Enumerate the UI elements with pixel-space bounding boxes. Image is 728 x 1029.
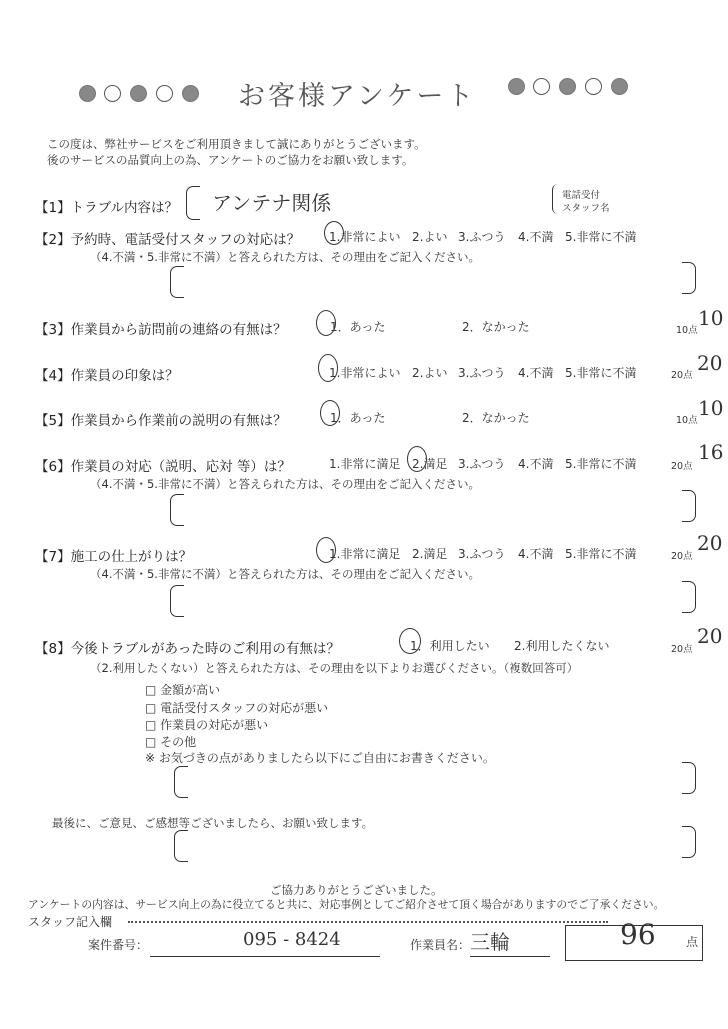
q8-note-bracket-right bbox=[682, 762, 696, 794]
q7-score: 20 bbox=[697, 531, 723, 555]
q7-points: 20点 bbox=[671, 551, 693, 562]
case-number-underline bbox=[150, 956, 380, 957]
q5-score: 10 bbox=[698, 396, 724, 420]
q6-reason-bracket-right bbox=[682, 490, 696, 522]
staff-section-label: スタッフ記入欄 bbox=[28, 915, 113, 929]
q6-option-5[interactable]: 5.非常に不満 bbox=[565, 457, 637, 471]
footer-notice: アンケートの内容は、サービス向上の為に役立てると共に、対応事例としてご紹介させて頂く場合がありますのでご了承ください。 bbox=[28, 898, 665, 911]
q7-option-4[interactable]: 4.不満 bbox=[518, 547, 554, 561]
q2-option-4[interactable]: 4.不満 bbox=[518, 230, 554, 244]
q4-option-5[interactable]: 5.非常に不満 bbox=[565, 366, 637, 380]
q6-label: 【6】作業員の対応（説明、応対 等）は？ bbox=[35, 459, 291, 475]
q3-selected-mark bbox=[316, 310, 336, 336]
q8-check-label-3: 作業員の対応が悪い bbox=[160, 718, 269, 732]
reception-bracket bbox=[552, 184, 561, 214]
q8-check-label-4: その他 bbox=[160, 735, 197, 749]
q8-reason-prompt: （2.利用したくない）と答えられた方は、その理由を以下よりお選びください。（複数回答可） bbox=[90, 661, 579, 675]
q7-selected-mark bbox=[316, 537, 336, 563]
q4-option-2[interactable]: 2.よい bbox=[412, 366, 448, 380]
case-number-label: 案件番号： bbox=[88, 938, 149, 952]
q8-check-label-1: 金額が高い bbox=[160, 683, 221, 697]
footer-thanks: ご協力ありがとうございました。 bbox=[270, 883, 443, 897]
q7-reason-prompt: （4.不満・5.非常に不満）と答えられた方は、その理由をご記入ください。 bbox=[90, 567, 480, 581]
q8-note bbox=[145, 749, 495, 766]
q2-option-1[interactable]: 1.非常によい bbox=[329, 230, 401, 244]
q4-option-1[interactable]: 1.非常によい bbox=[329, 366, 401, 380]
q1-answer: アンテナ関係 bbox=[212, 191, 332, 215]
final-bracket-right bbox=[682, 826, 696, 858]
intro-line-1: この度は、弊社サービスをご利用頂きまして誠にありがとうございます。 bbox=[47, 137, 426, 151]
q2-reason-bracket-left bbox=[170, 266, 184, 298]
case-number-value[interactable]: 095 - 8424 bbox=[243, 929, 341, 950]
q8-note-text: お気づきの点がありましたら以下にご自由にお書きください。 bbox=[158, 751, 495, 765]
worker-name-underline bbox=[470, 956, 550, 957]
q1-label: 【1】トラブル内容は？ bbox=[35, 200, 179, 216]
q7-option-1[interactable]: 1.非常に満足 bbox=[329, 547, 401, 561]
q1-bracket-left bbox=[186, 186, 200, 220]
q6-option-4[interactable]: 4.不満 bbox=[518, 457, 554, 471]
q8-points: 20点 bbox=[671, 644, 693, 655]
worker-name-value[interactable]: 三輪 bbox=[470, 930, 510, 954]
q2-reason-bracket-right bbox=[682, 262, 696, 294]
q8-checkbox-1[interactable]: □ 金額が高い bbox=[145, 683, 221, 697]
q8-check-label-2: 電話受付スタッフの対応が悪い bbox=[160, 701, 329, 715]
note-mark: ※ bbox=[145, 751, 156, 765]
q6-points: 20点 bbox=[671, 461, 693, 472]
q4-score: 20 bbox=[697, 351, 723, 375]
q8-checkbox-2[interactable]: □ 電話受付スタッフの対応が悪い bbox=[145, 701, 329, 715]
q5-selected-mark bbox=[320, 400, 340, 426]
q2-selected-mark bbox=[324, 221, 344, 245]
intro-line-2: 後のサービスの品質向上の為、アンケートのご協力をお願い致します。 bbox=[47, 153, 414, 167]
q7-label: 【7】施工の仕上がりは？ bbox=[35, 549, 193, 565]
final-comment-prompt: 最後に、ご意見、ご感想等ございましたら、お願い致します。 bbox=[52, 816, 374, 830]
q6-score: 16 bbox=[698, 440, 724, 464]
q2-label: 【2】予約時、電話受付スタッフの対応は？ bbox=[35, 232, 301, 248]
q4-points: 20点 bbox=[671, 370, 693, 381]
survey-title: お客様アンケート bbox=[238, 81, 477, 112]
q5-points: 10点 bbox=[676, 415, 698, 426]
q3-score: 10 bbox=[698, 306, 724, 330]
staff-dotted-line bbox=[128, 921, 608, 923]
q7-reason-bracket-right bbox=[682, 581, 696, 613]
q5-option-1[interactable]: 1．あった bbox=[330, 411, 386, 425]
q8-option-2[interactable]: 2.利用したくない bbox=[514, 639, 610, 653]
q6-reason-bracket-left bbox=[170, 494, 184, 526]
q4-label: 【4】作業員の印象は？ bbox=[35, 368, 179, 384]
q3-label: 【3】作業員から訪問前の連絡の有無は？ bbox=[35, 322, 287, 338]
q8-note-bracket-left bbox=[174, 766, 188, 798]
q8-option-1[interactable]: 1．利用したい bbox=[410, 639, 490, 653]
q6-option-1[interactable]: 1.非常に満足 bbox=[329, 457, 401, 471]
worker-name-label: 作業員名： bbox=[410, 938, 471, 952]
q8-label: 【8】今後トラブルがあった時のご利用の有無は？ bbox=[35, 641, 340, 657]
q8-score: 20 bbox=[697, 624, 723, 648]
q4-option-3[interactable]: 3.ふつう bbox=[458, 366, 506, 380]
final-bracket-left bbox=[174, 830, 188, 862]
q3-points: 10点 bbox=[676, 325, 698, 336]
q7-option-3[interactable]: 3.ふつう bbox=[458, 547, 506, 561]
q7-option-5[interactable]: 5.非常に不満 bbox=[565, 547, 637, 561]
q8-selected-mark bbox=[399, 628, 421, 654]
q2-reason-prompt: （4.不満・5.非常に不満）と答えられた方は、その理由をご記入ください。 bbox=[90, 250, 480, 264]
total-score-unit: 点 bbox=[686, 935, 699, 949]
reception-label-2: スタッフ名 bbox=[562, 203, 610, 214]
q5-option-2[interactable]: 2．なかった bbox=[462, 411, 530, 425]
q8-checkbox-3[interactable]: □ 作業員の対応が悪い bbox=[145, 718, 269, 732]
reception-label-1: 電話受付 bbox=[562, 190, 601, 201]
q6-selected-mark bbox=[407, 446, 427, 472]
q2-option-3[interactable]: 3.ふつう bbox=[458, 230, 506, 244]
total-score-value[interactable]: 96 bbox=[620, 918, 656, 951]
q6-option-2[interactable]: 2.満足 bbox=[412, 457, 448, 471]
q7-reason-bracket-left bbox=[170, 585, 184, 617]
q7-option-2[interactable]: 2.満足 bbox=[412, 547, 448, 561]
q4-option-4[interactable]: 4.不満 bbox=[518, 366, 554, 380]
q5-label: 【5】作業員から作業前の説明の有無は？ bbox=[35, 413, 287, 429]
q8-checkbox-4[interactable]: □ その他 bbox=[145, 735, 197, 749]
q2-option-5[interactable]: 5.非常に不満 bbox=[565, 230, 637, 244]
q6-option-3[interactable]: 3.ふつう bbox=[458, 457, 506, 471]
q6-reason-prompt: （4.不満・5.非常に不満）と答えられた方は、その理由をご記入ください。 bbox=[90, 477, 480, 491]
q3-option-2[interactable]: 2．なかった bbox=[462, 320, 530, 334]
q3-option-1[interactable]: 1．あった bbox=[330, 320, 386, 334]
q4-selected-mark bbox=[318, 354, 338, 382]
q2-option-2[interactable]: 2.よい bbox=[412, 230, 448, 244]
